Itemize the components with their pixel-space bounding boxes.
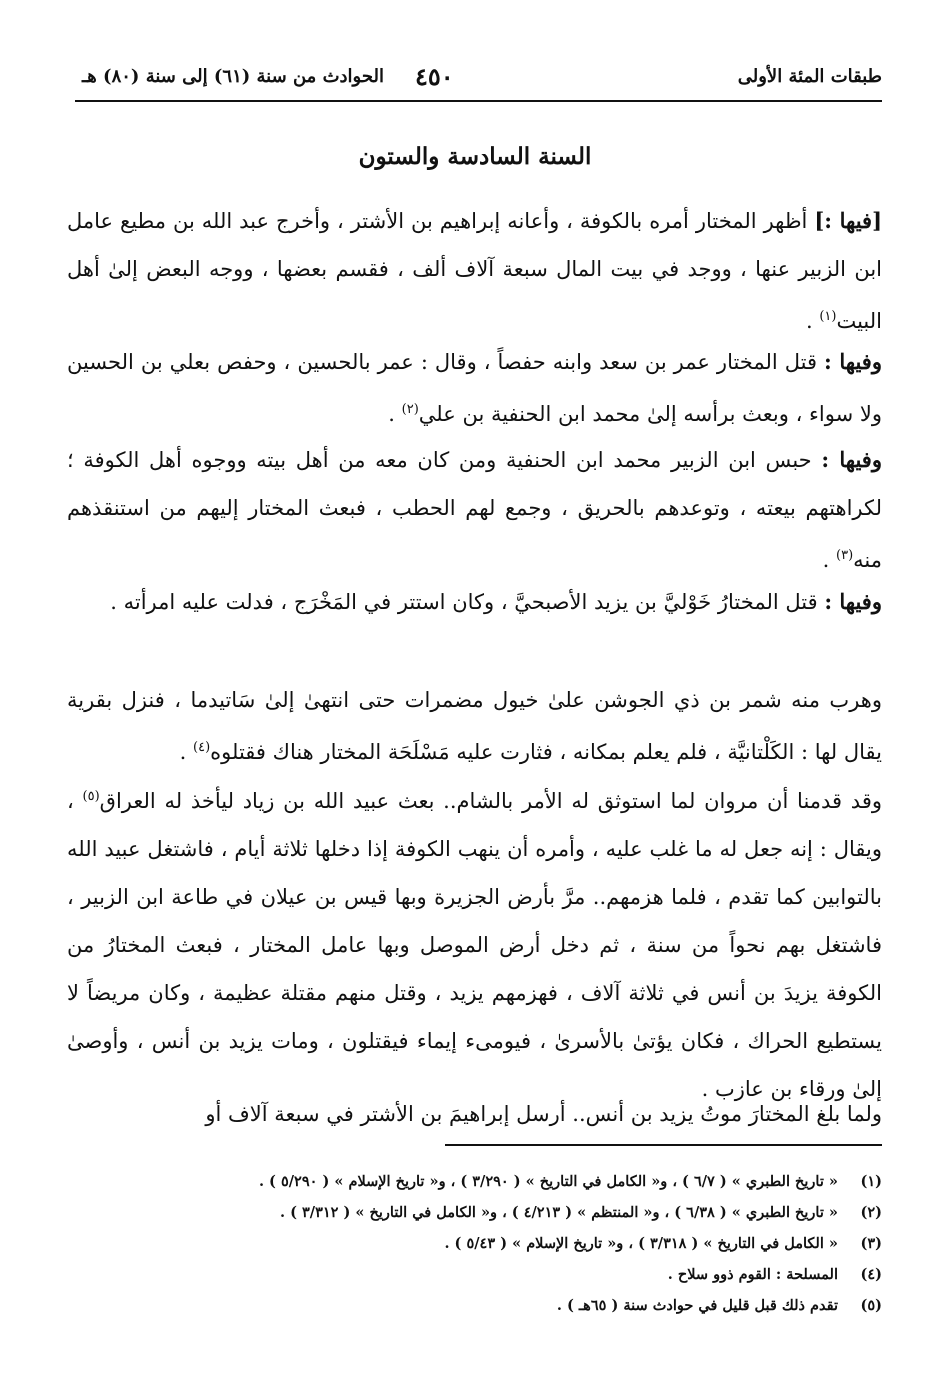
- paragraph-tail: .: [805, 309, 820, 333]
- footnote-ref[interactable]: (١): [819, 309, 837, 324]
- running-header-book-title: طبقات المئة الأولى: [737, 66, 882, 87]
- paragraph-lead: وفيها :: [821, 447, 882, 472]
- footnote-divider: [445, 1144, 882, 1146]
- paragraph: [67, 436, 882, 584]
- paragraph-text: وهرب منه شمر بن ذي الجوشن علىٰ خيول مضمرات حتى انتهىٰ إلىٰ سَاتيدما ، فنزل بقرية يقال لها : الكَلْتانيَّة ، فلم يعلم بمكانه ، فثارت عليه مَسْلَحَة المختار هناك فقتلوه: [67, 688, 882, 764]
- footnote-number: (٣): [860, 1235, 882, 1252]
- paragraph-text: قتل المختارُ خَوْليَّ بن يزيد الأصبحيَّ ، وكان استتر في المَخْرَج ، فدلت عليه امرأته .: [110, 590, 825, 614]
- paragraph: [67, 773, 882, 1113]
- paragraph-text: وقد قدمنا أن مروان لما استوثق له الأمر بالشام.. بعث عبيد الله بن زياد ليأخذ له العراق: [99, 789, 883, 813]
- paragraph: [67, 1090, 882, 1138]
- paragraph-tail: .: [388, 402, 402, 426]
- paragraph-lead: وفيها :: [824, 349, 882, 374]
- paragraph: [67, 338, 882, 438]
- paragraph: [67, 578, 882, 626]
- footnote-ref[interactable]: (٢): [401, 402, 419, 417]
- footnote: [67, 1234, 882, 1254]
- paragraph-tail: .: [822, 548, 836, 572]
- footnote-number: (٤): [860, 1266, 882, 1283]
- footnote-ref[interactable]: (٤): [193, 740, 211, 755]
- paragraph-tail: ، ويقال : إنه جعل له ما غلب عليه ، وأمره أن ينهب الكوفة إذا دخلها ثلاثة أيام ، فاشتغل عبيد الله بالتوابين كما تقدم ، فلما هزمهم.. مرَّ بأرض الجزيرة وبها قيس بن عيلان في طاعة ابن الزبير ، فاشتغل بهم نحواً من سنة ، ثم دخل أرض الموصل وبها عامل المختار ، فبعث المختارُ من الكوفة يزيدَ بن أنس في ثلاثة آلاف ، فهزمهم يزيد ، وقتل منهم مقتلة عظيمة ، وكان مريضاً لا يستطيع الحراك ، فكان يؤتىٰ بالأسرىٰ ، فيومىء إيماء فيقتلون ، ومات يزيد بن أنس ، وأوصىٰ إلىٰ ورقاء بن عازب .: [67, 789, 882, 1101]
- paragraph-text: قتل المختار عمر بن سعد وابنه حفصاً ، وقال : عمر بالحسين ، وحفص بعلي بن الحسين ولا سواء ، وبعث برأسه إلىٰ محمد ابن الحنفية بن علي: [67, 350, 882, 426]
- footnote: [67, 1203, 882, 1223]
- footnote-number: (٢): [860, 1204, 882, 1221]
- chapter-title: السنة السادسة والستون: [358, 143, 592, 170]
- footnote-ref[interactable]: (٣): [836, 548, 854, 563]
- page-number: ٤٥٠: [415, 62, 454, 91]
- footnote-number: (١): [860, 1173, 882, 1190]
- footnote-text: « تاريخ الطبري » ( ٦/٣٨ ) ، و« المنتظم » ( ٤/٢١٣ ) ، و« الكامل في التاريخ » ( ٣/٣١٢ ) .: [280, 1204, 838, 1221]
- footnote: [67, 1265, 882, 1285]
- paragraph-lead: وفيها :: [824, 589, 882, 614]
- header-divider: [75, 100, 882, 102]
- paragraph: [67, 197, 882, 345]
- footnote-ref[interactable]: (٥): [82, 789, 100, 804]
- footnote-text: تقدم ذلك قبل قليل في حوادث سنة ( ٦٥هـ ) .: [556, 1297, 838, 1314]
- paragraph-lead: [فيها :]: [814, 208, 883, 233]
- footnote-text: « الكامل في التاريخ » ( ٣/٣١٨ ) ، و« تاريخ الإسلام » ( ٥/٤٣ ) .: [444, 1235, 838, 1252]
- running-header-section: الحوادث من سنة (٦١) إلى سنة (٨٠) هـ: [82, 66, 384, 87]
- paragraph-text: أظهر المختار أمره بالكوفة ، وأعانه إبراهيم بن الأشتر ، وأخرج عبد الله بن مطيع عامل ابن الزبير عنها ، ووجد في بيت المال سبعة آلاف ألف ، فقسم بعضها ، ووجه البعض إلىٰ أهل البيت: [67, 209, 882, 333]
- paragraph: [67, 676, 882, 776]
- footnote-number: (٥): [860, 1297, 882, 1314]
- footnote-text: المسلحة : القوم ذوو سلاح .: [667, 1266, 838, 1283]
- footnote-text: « تاريخ الطبري » ( ٦/٧ ) ، و« الكامل في التاريخ » ( ٣/٢٩٠ ) ، و« تاريخ الإسلام » ( ٥/٢٩٠ ) .: [258, 1173, 838, 1190]
- paragraph-tail: .: [179, 740, 194, 764]
- footnote: [67, 1296, 882, 1316]
- paragraph-text: ولما بلغ المختارَ موتُ يزيد بن أنس.. أرسل إبراهيمَ بن الأشتر في سبعة آلاف أو: [205, 1102, 882, 1126]
- footnote: [67, 1172, 882, 1192]
- paragraph-text: حبس ابن الزبير محمد ابن الحنفية ومن كان معه من أهل بيته ووجوه أهل الكوفة ؛ لكراهتهم بيعته ، وتوعدهم بالحريق ، وجمع لهم الحطب ، فبعث المختار إليهم من استنقذهم منه: [67, 448, 882, 572]
